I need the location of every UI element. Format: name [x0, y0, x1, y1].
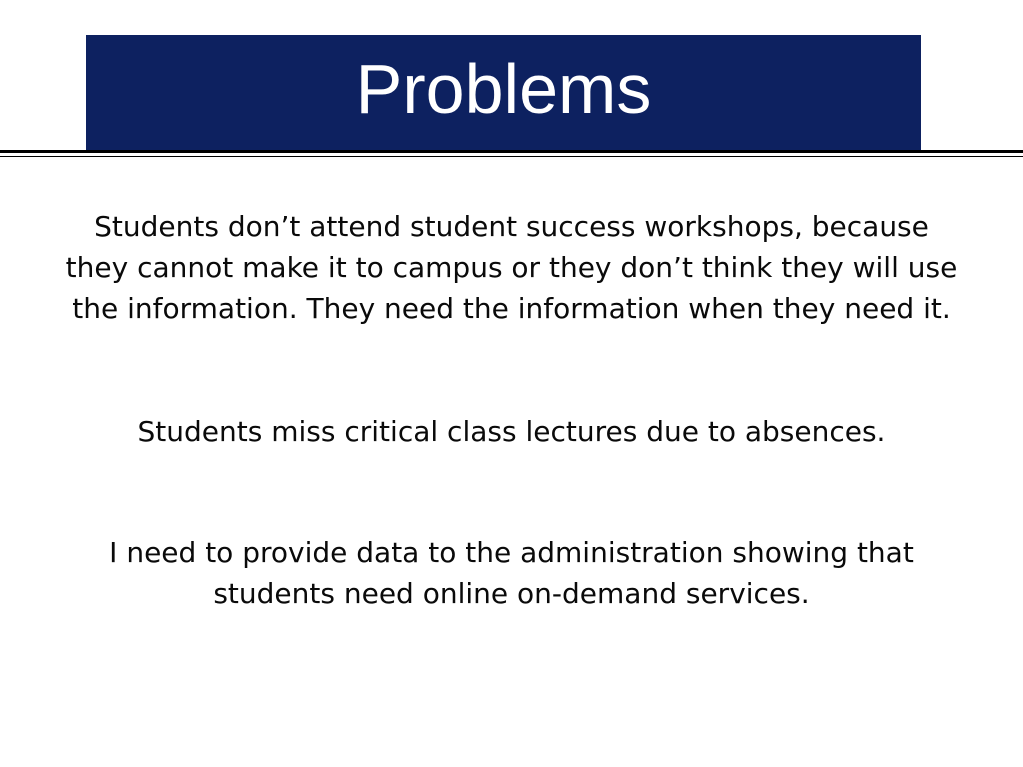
problem-paragraph-lectures: Students miss critical class lectures due to absences.: [137, 415, 886, 448]
header-divider-thin: [0, 156, 1023, 157]
header-divider-thick: [0, 150, 1023, 153]
problem-paragraph-workshops: Students don’t attend student success workshops, because they cannot make it to campus or they don’t think they will use the information. They need the information when they need it.: [65, 210, 958, 325]
title-banner: [86, 35, 921, 150]
slide-title: Problems: [355, 49, 652, 128]
problem-paragraph-data: I need to provide data to the administration showing that students need online on-demand services.: [109, 536, 914, 610]
